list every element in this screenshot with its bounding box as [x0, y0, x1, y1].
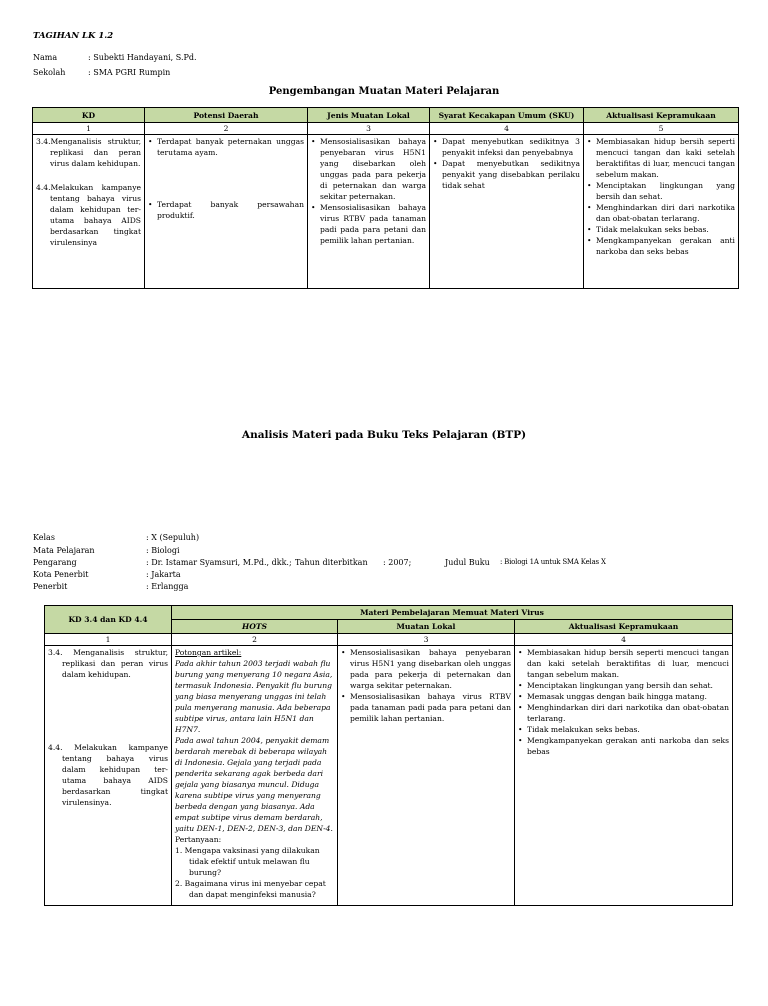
- section2-title: Analisis Materi pada Buku Teks Pelajaran (BTP): [241, 429, 527, 441]
- table2-hots-cell: [172, 646, 338, 906]
- mapel-label: Mata Pelajaran: [33, 546, 95, 555]
- table2-num: 4: [515, 634, 733, 646]
- table1-muatan-item: • Mensosialisasikan bahaya penyebaran virus H5N1 yang disebarkan oleh unggas pada para pekerja di peternakan dan warga sekitar peternakan.: [311, 136, 426, 202]
- table1-num: 4: [430, 123, 584, 135]
- table1-muatan-cell: [308, 135, 430, 289]
- table1-aktualisasi-item: • Menghindarkan diri dari narkotika dan obat-obatan terlarang.: [587, 202, 735, 224]
- table2-aktualisasi-item: • Menghindarkan diri dari narkotika dan obat-obatan terlarang.: [518, 702, 729, 724]
- document-tag: TAGIHAN LK 1.2: [33, 31, 114, 41]
- pengarang-value: : Dr. Istamar Syamsuri, M.Pd., dkk.;: [146, 558, 292, 567]
- table1-num: 3: [308, 123, 430, 135]
- table2-header-aktualisasi: Aktualisasi Kepramukaan: [515, 620, 733, 634]
- table1-sku-item: • Dapat menyebutkan sedikitnya penyakit yang disebabkan perilaku tidak sehat: [433, 158, 580, 191]
- table2-muatan-item: • Mensosialisasikan bahaya virus RTBV pada tanaman padi pada para petani dan pemilik lahan pertanian.: [341, 691, 511, 724]
- table2-kd-3-4: 3.4. Menganalisis struktur, replikasi dan peran virus dalam kehidupan.: [48, 648, 168, 679]
- table2-header-hots: HOTS: [172, 620, 338, 634]
- table1-header-kd: KD: [33, 108, 145, 123]
- nama-value: : Subekti Handayani, S.Pd.: [88, 53, 197, 62]
- table1-num: 1: [33, 123, 145, 135]
- table2-muatan-cell: [338, 646, 515, 906]
- table1-aktualisasi-item: • Menciptakan lingkungan yang bersih dan sehat.: [587, 180, 735, 202]
- kota-label: Kota Penerbit: [33, 570, 89, 579]
- table1-kd-3-4: 3.4.Menganalisis struktur, replikasi dan peran virus dalam kehidupan.: [36, 137, 141, 168]
- hots-heading: Potongan artikel:: [175, 648, 242, 657]
- table1-kd-cell: [33, 135, 145, 289]
- table2-aktualisasi-item: • Tidak melakukan seks bebas.: [518, 724, 729, 735]
- hots-question-2: 2. Bagaimana virus ini menyebar cepat dan dapat menginfeksi manusia?: [175, 879, 326, 899]
- table2-header-kd: KD 3.4 dan KD 4.4: [45, 606, 172, 634]
- table1-muatan-item: • Mensosialisasikan bahaya virus RTBV pada tanaman padi pada para petani dan pemilik lahan pertanian.: [311, 202, 426, 246]
- table1-header-aktualisasi: Aktualisasi Kepramukaan: [584, 108, 739, 123]
- table1-aktualisasi-cell: [584, 135, 739, 289]
- table2-muatan-item: • Mensosialisasikan bahaya penyebaran virus H5N1 yang disebarkan oleh unggas pada para pekerja di peternakan dan warga sekitar peternakan.: [341, 647, 511, 691]
- table2-kd-cell: [45, 646, 172, 906]
- kelas-value: : X (Sepuluh): [146, 533, 200, 542]
- table1-num: 2: [145, 123, 308, 135]
- table1-kd-4-4: 4.4.Melakukan kampanye tentang bahaya virus dalam kehidupan ter-utama bahaya AIDS berdasarkan tingkat virulensinya: [36, 183, 141, 247]
- penerbit-value: : Erlangga: [146, 582, 189, 591]
- sekolah-value: : SMA PGRI Rumpin: [88, 68, 171, 77]
- table2-aktualisasi-item: • Mengkampanyekan gerakan anti narkoba dan seks bebas: [518, 735, 729, 757]
- table2-aktualisasi-item: • Membiasakan hidup bersih seperti mencuci tangan dan kaki setelah beraktifitas di luar, mencuci tangan sebelum makan.: [518, 647, 729, 680]
- table1-potensi-item: • Terdapat banyak persawahan produktif.: [148, 199, 304, 221]
- table1-aktualisasi-item: • Mengkampanyekan gerakan anti narkoba dan seks bebas: [587, 235, 735, 257]
- judul-value: : Biologi 1A untuk SMA Kelas X: [500, 558, 606, 566]
- hots-paragraph-1: Pada akhir tahun 2003 terjadi wabah flu burung yang menyerang 10 negara Asia, termasuk Indonesia. Penyakit flu burung yang biasa menyerang unggas ini telah pula menyerang manusia. Ada beberapa subtipe virus, antara lain H5N1 dan H7N7.: [175, 659, 333, 734]
- hots-question-1: 1. Mengapa vaksinasi yang dilakukan tidak efektif untuk melawan flu burung?: [175, 846, 320, 877]
- table1-aktualisasi-item: • Membiasakan hidup bersih seperti mencuci tangan dan kaki setelah beraktifitas di luar, mencuci tangan sebelum makan.: [587, 136, 735, 180]
- kota-value: : Jakarta: [146, 570, 181, 579]
- table1-potensi-item: • Terdapat banyak peternakan unggas terutama ayam.: [148, 136, 304, 158]
- hots-question-label: Pertanyaan:: [175, 835, 222, 844]
- table1-header-muatan: Jenis Muatan Lokal: [308, 108, 430, 123]
- tahun-label: Tahun diterbitkan: [295, 558, 368, 567]
- table1-aktualisasi-item: • Tidak melakukan seks bebas.: [587, 224, 735, 235]
- table1-sku-item: • Dapat menyebutkan sedikitnya 3 penyakit infeksi dan penyebabnya: [433, 136, 580, 158]
- penerbit-label: Penerbit: [33, 582, 68, 591]
- mapel-value: : Biologi: [146, 546, 180, 555]
- table2-num: 1: [45, 634, 172, 646]
- tahun-value: : 2007;: [383, 558, 412, 567]
- judul-label: Judul Buku: [445, 558, 490, 567]
- table1-title: Pengembangan Muatan Materi Pelajaran: [268, 86, 500, 97]
- table2-aktualisasi-item: • Menciptakan lingkungan yang bersih dan sehat.: [518, 680, 729, 691]
- table2-header-group: Materi Pembelajaran Memuat Materi Virus: [172, 606, 733, 620]
- hots-paragraph-2: Pada awal tahun 2004, penyakit demam berdarah merebak di beberapa wilayah di Indonesia. Gejala yang terjadi pada penderita sekarang agak berbeda dari gejala yang biasanya muncul. Diduga karena subtipe virus yang menyerang berbeda dengan yang biasanya. Ada empat subtipe virus demam berdarah, yaitu DEN-1, DEN-2, DEN-3, dan DEN-4.: [175, 736, 333, 833]
- table1-num: 5: [584, 123, 739, 135]
- table2-num: 2: [172, 634, 338, 646]
- table1-header-potensi: Potensi Daerah: [145, 108, 308, 123]
- nama-label: Nama: [33, 53, 58, 62]
- table-pengembangan-muatan: [32, 107, 739, 289]
- table2-aktualisasi-cell: [515, 646, 733, 906]
- table2-header-muatan: Muatan Lokal: [338, 620, 515, 634]
- table2-num: 3: [338, 634, 515, 646]
- table2-kd-4-4: 4.4. Melakukan kampanye tentang bahaya virus dalam kehidupan ter-utama bahaya AIDS berdasarkan tingkat virulensinya.: [48, 743, 168, 807]
- pengarang-label: Pengarang: [33, 558, 77, 567]
- sekolah-label: Sekolah: [33, 68, 66, 77]
- table1-header-sku: Syarat Kecakapan Umum (SKU): [430, 108, 584, 123]
- table1-potensi-cell: [145, 135, 308, 289]
- kelas-label: Kelas: [33, 533, 55, 542]
- table1-sku-cell: [430, 135, 584, 289]
- table2-aktualisasi-item: • Memasak unggas dengan baik hingga matang.: [518, 691, 729, 702]
- table-analisis-materi: [44, 605, 733, 906]
